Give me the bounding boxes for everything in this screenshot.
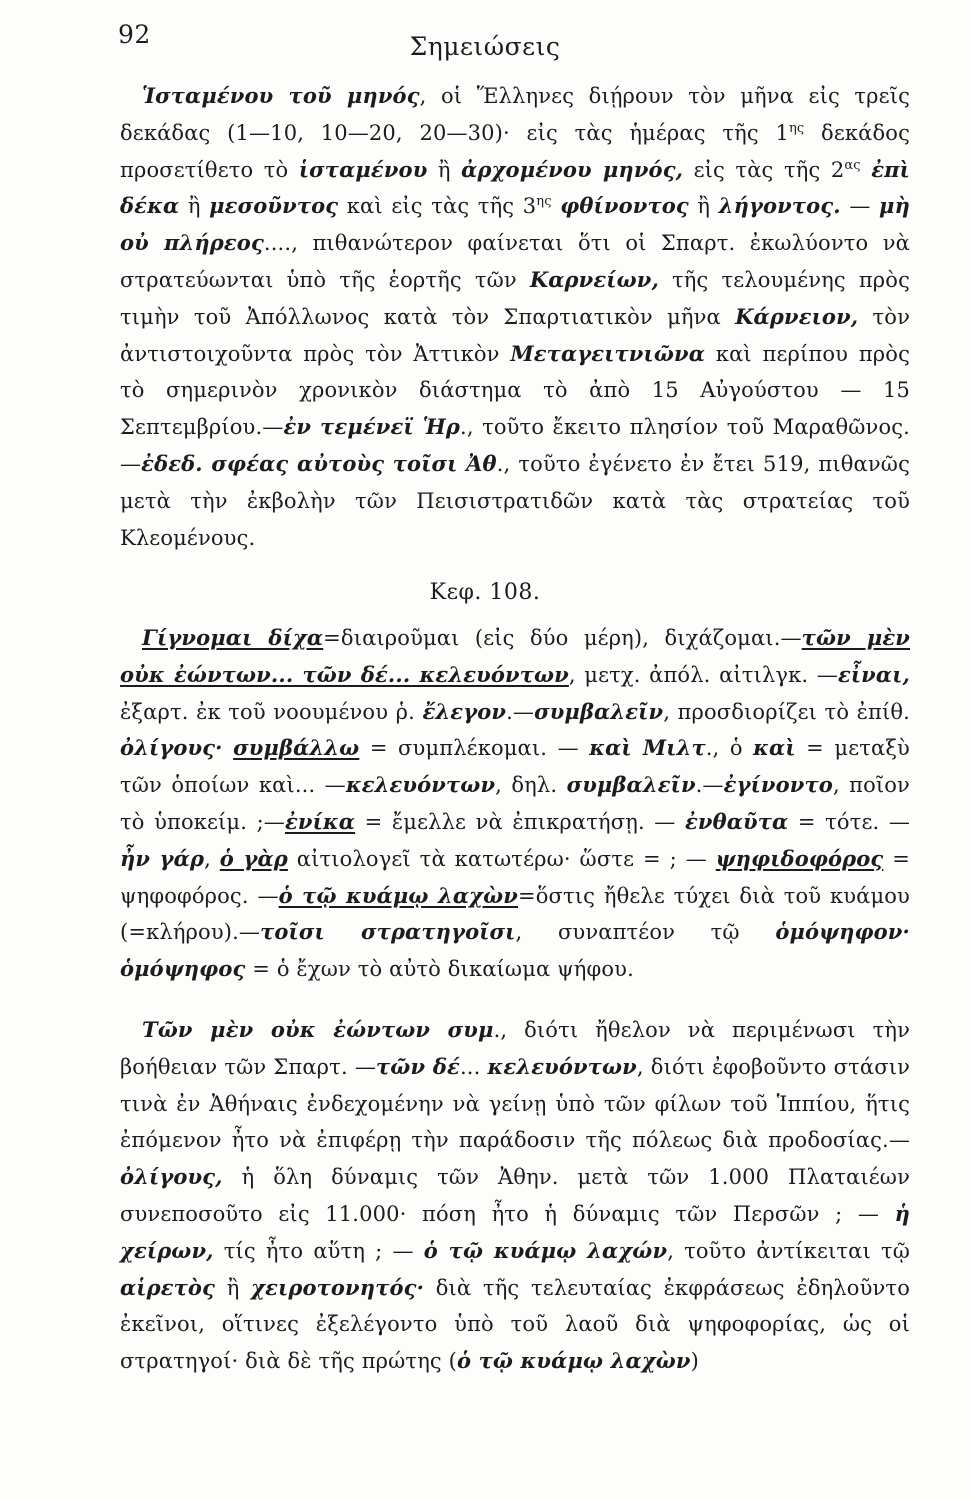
lemma-term: εἶναι, — [837, 661, 910, 687]
commentary-text: = συμπλέκομαι. — — [359, 736, 590, 761]
running-head: Σημειώσεις — [409, 32, 561, 61]
note-paragraph-1 — [120, 78, 910, 556]
lemma-term: συμβαλεῖν — [566, 772, 696, 798]
lemma-term: ἔλεγον — [422, 698, 507, 724]
ordinal-suffix: ας — [844, 157, 861, 173]
commentary-text: ἐξαρτ. ἐκ τοῦ νοουμένου ῥ. — [120, 699, 423, 724]
commentary-text — [552, 194, 561, 218]
lemma-term: ἐπὶ δέκα — [120, 156, 910, 219]
lemma-term: αἱρετὸς — [120, 1274, 216, 1300]
commentary-text: = τότε. — — [788, 809, 911, 834]
commentary-text: , μετχ. ἀπόλ. αἰτιλγκ. — — [568, 662, 838, 687]
commentary-text: — — [840, 194, 880, 219]
lemma-term: κελευόντων — [345, 772, 496, 798]
commentary-text: ἢ — [179, 194, 210, 219]
note-block-2 — [120, 620, 910, 988]
lemma-term: καὶ Μιλτ — [589, 735, 706, 761]
lemma-term: συμβάλλω — [233, 735, 360, 761]
commentary-text: καὶ εἰς τὰς τῆς 3 — [338, 194, 537, 219]
commentary-text: ) — [690, 1349, 699, 1374]
lemma-term: ὁ τῷ κυάμῳ λαχών — [423, 1237, 668, 1263]
ordinal-suffix: ης — [788, 120, 805, 136]
commentary-text: , προσδιορίζει τὸ ἐπίθ. — [663, 699, 910, 724]
lemma-term: μὴ οὐ πλήρεος — [120, 193, 910, 256]
lemma-term: ἐνθαῦτα — [684, 808, 789, 834]
commentary-text — [861, 158, 872, 182]
commentary-text: , ποῖον τὸ ὑποκείμ. ;— — [120, 773, 910, 834]
commentary-text: , συναπτέον τῷ — [515, 920, 776, 945]
commentary-text: = ἔμελλε νὰ ἐπικρατήσῃ. — — [355, 809, 685, 834]
commentary-text: τὸν ἀντιστοιχοῦντα πρὸς τὸν Ἀττικὸν — [120, 304, 911, 366]
commentary-text: .— — [506, 699, 535, 724]
lemma-term: χειροτονητός· — [251, 1274, 425, 1300]
lemma-term: ἐνίκα — [284, 808, 356, 834]
lemma-term: Κάρνειον, — [735, 303, 859, 329]
commentary-text: δεκάδος προσετίθετο τὸ — [120, 120, 910, 182]
commentary-text: ἢ — [688, 194, 719, 219]
lemma-term: κελευόντων — [487, 1053, 637, 1079]
chapter-heading: Κεφ. 108. — [429, 580, 541, 605]
lemma-term: ὀλίγους, — [120, 1164, 223, 1190]
lemma-term: ἐγίνοντο — [723, 772, 833, 798]
lemma-term: Ἱσταμένου τοῦ μηνός — [142, 83, 420, 108]
commentary-text: , οἱ Ἕλληνες διῄρουν τὸν μῆνα εἰς τρεῖς δεκάδας (1—10, 10—20, 20—30)· εἰς τὰς ἡμέρας τῆς 1 — [120, 84, 910, 145]
commentary-text: τίς ἦτο αὕτη ; — — [213, 1238, 424, 1263]
lemma-term: ὁ τῷ κυάμῳ λαχὼν — [278, 882, 518, 908]
commentary-text: = ὁ ἔχων τὸ αὐτὸ δικαίωμα ψήφου. — [245, 957, 634, 982]
ordinal-suffix: ης — [536, 194, 552, 210]
note-block-1 — [120, 78, 910, 556]
lemma-term: ὀλίγους· — [120, 735, 223, 761]
lemma-term: συμβαλεῖν — [534, 698, 664, 724]
commentary-text: τῆς τελουμένης πρὸς τιμὴν τοῦ Ἀπόλλωνος κατὰ τὸν Σπαρτιατικὸν μῆνα — [120, 267, 910, 329]
commentary-text: , — [204, 846, 220, 871]
note-block-3 — [120, 1012, 910, 1380]
commentary-text: ...., πιθανώτερον φαίνεται ὅτι οἱ Σπαρτ. ἐκωλύοντο νὰ στρατεύωνται ὑπὸ τῆς ἑορτῆς τῶν — [120, 231, 911, 292]
commentary-text: ... — [459, 1054, 488, 1079]
note-paragraph-3 — [120, 1012, 910, 1380]
commentary-text: , τοῦτο ἀντίκειται τῷ — [667, 1238, 910, 1263]
commentary-text: ἢ — [215, 1275, 252, 1300]
lemma-term: ἦν γάρ — [120, 845, 205, 871]
commentary-text: ., τοῦτο ἐγένετο ἐν ἔτει 519, πιθανῶς μετὰ τὴν ἐκβολὴν τῶν Πεισιστρατιδῶν κατὰ τὰς στρατείας τοῦ Κλεομένους. — [120, 451, 910, 550]
lemma-term: Καρνείων, — [529, 266, 659, 292]
commentary-text: αἰτιολογεῖ τὰ κατωτέρω· ὥστε = ; — — [287, 846, 716, 871]
commentary-text: =διαιροῦμαι (εἰς δύο μέρη), διχάζομαι.— — [323, 626, 802, 650]
commentary-text: ἢ — [427, 157, 462, 182]
commentary-text: ., ὁ — [705, 736, 754, 761]
lemma-term: Τῶν μὲν οὐκ ἐώντων συμ — [142, 1017, 494, 1042]
commentary-text: , δηλ. — [495, 773, 567, 798]
note-paragraph-2 — [120, 620, 910, 988]
lemma-term: ὁ τῷ κυάμῳ λαχὼν — [457, 1348, 691, 1374]
lemma-term: μεσοῦντος — [209, 193, 339, 219]
lemma-term: ὁμόψηφον· — [775, 919, 910, 945]
commentary-text: ἡ ὅλη δύναμις τῶν Ἀθην. μετὰ τῶν 1.000 Πλαταιέων συνεποσοῦτο εἰς 11.000· πόση ἦτο ἡ δύναμις τῶν Περσῶν ; — — [120, 1165, 910, 1226]
commentary-text: εἰς τὰς τῆς 2 — [683, 157, 845, 182]
lemma-term: ἐν τεμένεϊ Ἡρ — [283, 414, 461, 440]
page-number: 92 — [118, 20, 151, 49]
lemma-term: τῶν δέ — [376, 1053, 460, 1079]
lemma-term: ἱσταμένου — [298, 156, 428, 182]
commentary-text: = ψηφοφόρος. — — [120, 846, 910, 908]
lemma-term: Μεταγειτνιῶνα — [510, 340, 706, 366]
commentary-text: , διότι ἐφοβοῦντο στάσιν τινὰ ἐν Ἀθήναις ἐνδεχομένην νὰ γείνῃ ὑπὸ τῶν φίλων τοῦ Ἱππίου, ἥτις ἐπόμενον ἦτο νὰ ἐπιφέρῃ τὴν παράδοσιν τῆς πόλεως διὰ προδοσίας.— — [120, 1054, 910, 1153]
commentary-text: = μεταξὺ τῶν ὁποίων καὶ... — — [120, 736, 910, 798]
lemma-term: ψηφιδοφόρος — [715, 845, 884, 871]
commentary-text: ., τοῦτο ἔκειτο πλησίον τοῦ Μαραθῶνος.— — [120, 415, 910, 476]
lemma-term: τῶν μὲν οὐκ ἐώντων... τῶν δέ... κελευόντων — [120, 625, 910, 687]
lemma-term: ἀρχομένου μηνός, — [461, 156, 684, 182]
commentary-text: καὶ περίπου πρὸς τὸ σημερινὸν χρονικὸν διάστημα τὸ ἀπὸ 15 Αὐγούστου — 15 Σεπτεμβρίου.— — [120, 341, 911, 440]
commentary-text — [223, 736, 234, 760]
commentary-text: διὰ τῆς τελευταίας ἐκφράσεως ἐδηλοῦντο ἐκεῖνοι, οἵτινες ἐξελέγοντο ὑπὸ τοῦ λαοῦ διὰ ψηφοφορίας, ὡς οἱ στρατηγοί· διὰ δὲ τῆς πρώτης ( — [120, 1275, 910, 1374]
lemma-term: καὶ — [753, 735, 796, 761]
lemma-term: ὁ γὰρ — [219, 845, 288, 871]
commentary-text: .— — [695, 773, 724, 798]
commentary-text: =ὅστις ἤθελε τύχει διὰ τοῦ κυάμου (=κλήρου).— — [120, 883, 910, 945]
lemma-term: ἡ χείρων, — [120, 1200, 910, 1263]
lemma-term: φθίνοντος — [560, 193, 689, 219]
lemma-term: λήγοντος. — [718, 193, 841, 219]
commentary-text: ., διότι ἤθελον νὰ περιμένωσι τὴν βοήθειαν τῶν Σπαρτ. — — [120, 1018, 911, 1079]
lemma-term: τοῖσι στρατηγοῖσι — [260, 919, 516, 945]
lemma-term: ἐδεδ. σφέας αὐτοὺς τοῖσι Ἀθ — [141, 450, 497, 476]
lemma-term: ὁμόψηφος — [120, 956, 246, 982]
lemma-term: Γίγνομαι δίχα — [142, 625, 324, 650]
